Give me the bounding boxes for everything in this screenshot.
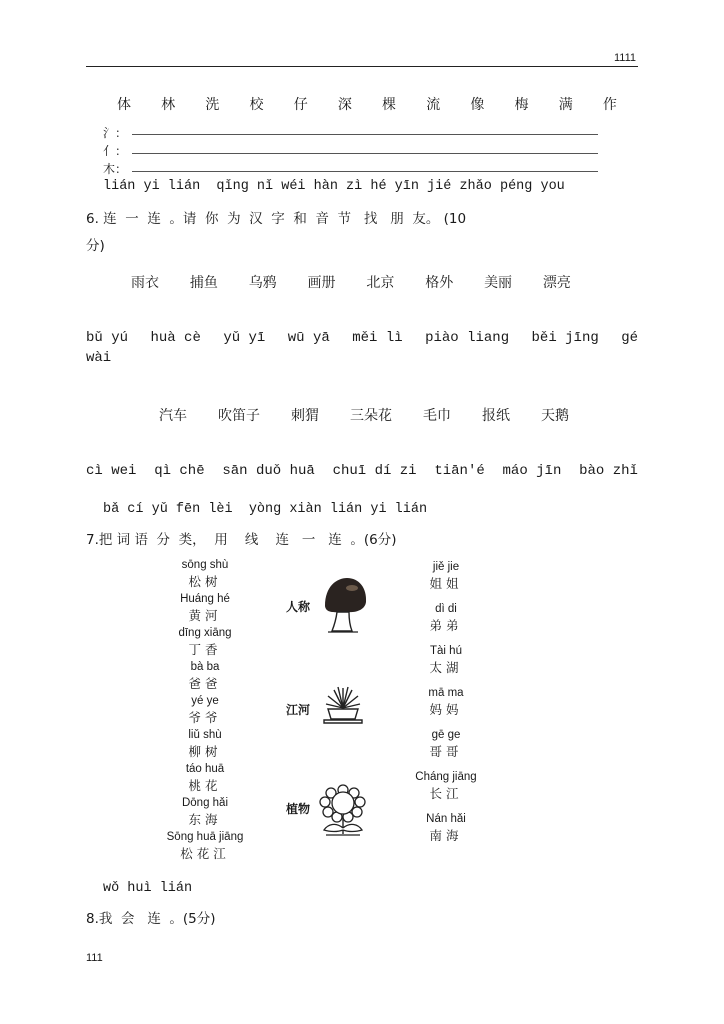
ex7-right-item[interactable] — [400, 686, 492, 728]
hanzi: 桃花 — [188, 778, 222, 793]
ex6-word: 漂亮 — [542, 275, 571, 291]
pinyin: sōng shù — [181, 559, 229, 571]
ex6-pinyin: piào liang — [425, 330, 510, 346]
pinyin: bà ba — [190, 661, 220, 673]
ex7-left-item[interactable] — [150, 762, 260, 796]
ex5-char: 作 — [602, 97, 617, 113]
ex7-category-plants[interactable]: 植物 — [286, 802, 311, 816]
pinyin: gē ge — [431, 729, 461, 741]
footer-page-number: 111 — [86, 952, 103, 964]
ex6-word: 捕鱼 — [189, 275, 218, 291]
ex7-right-item[interactable] — [400, 560, 492, 602]
ex7-left-item[interactable] — [150, 694, 260, 728]
ex7-pinyin-title: bǎ cí yǔ fēn lèi yòng xiàn lián yi lián — [103, 502, 428, 517]
ex5-answer-line[interactable] — [132, 153, 598, 154]
hanzi: 长江 — [429, 786, 463, 801]
ex6-pinyin-row-1 — [86, 330, 638, 346]
pinyin: Tài hú — [430, 645, 462, 657]
ex5-char: 仔 — [293, 97, 308, 113]
ex6-pinyin: yǔ yī — [223, 330, 266, 346]
ex5-char-row — [117, 94, 617, 114]
ex6-word: 三朵花 — [350, 408, 392, 424]
ex7-right-column — [400, 560, 492, 854]
ex6-title-cont: 分) — [86, 238, 105, 254]
potted-plant-icon — [320, 684, 366, 726]
ex5-answer-line[interactable] — [132, 134, 598, 135]
ex5-char: 流 — [426, 97, 441, 113]
header-rule — [86, 66, 638, 67]
ex5-radical-label: 氵： — [103, 126, 128, 140]
ex6-word: 格外 — [425, 275, 454, 291]
ex5-char: 校 — [249, 97, 264, 113]
ex7-right-item[interactable] — [400, 812, 492, 854]
ex6-pinyin: huà cè — [150, 330, 201, 346]
ex6-pinyin: běi jīng — [531, 330, 599, 346]
ex7-left-item[interactable] — [150, 592, 260, 626]
ex7-title: 7.把 词 语 分 类， 用 线 连 一 连 。(6分) — [86, 532, 397, 548]
ex6-word: 乌鸦 — [248, 275, 277, 291]
ex5-char: 深 — [337, 97, 352, 113]
header-page-number: 1111 — [614, 52, 637, 64]
pinyin: dì di — [435, 603, 457, 615]
mushroom-icon — [322, 576, 368, 634]
ex5-char: 体 — [117, 97, 131, 113]
ex5-radical-label: 亻： — [103, 144, 128, 158]
ex7-right-item[interactable] — [400, 770, 492, 812]
ex7-category-people[interactable]: 人称 — [286, 600, 311, 614]
ex7-left-column — [150, 558, 260, 864]
hanzi: 松树 — [188, 574, 222, 589]
pinyin: Cháng jiāng — [415, 771, 477, 783]
ex6-word: 美丽 — [484, 275, 513, 291]
ex7-right-item[interactable] — [400, 602, 492, 644]
ex5-char: 满 — [558, 97, 573, 113]
ex7-left-item[interactable] — [150, 728, 260, 762]
ex6-word: 画册 — [307, 275, 336, 291]
ex6-pinyin: sān duǒ huā — [222, 463, 315, 479]
hanzi: 东海 — [188, 812, 222, 827]
ex6-pinyin: tiān'é — [434, 463, 485, 479]
pinyin: dīng xiāng — [178, 627, 232, 639]
ex7-left-item[interactable] — [150, 830, 260, 864]
hanzi: 太湖 — [429, 660, 463, 675]
hanzi: 弟弟 — [429, 618, 463, 633]
ex7-right-item[interactable] — [400, 728, 492, 770]
ex6-pinyin-row-2 — [86, 463, 638, 479]
ex6-word: 刺猬 — [291, 408, 319, 424]
ex7-left-item[interactable] — [150, 660, 260, 694]
ex6-word-row-2 — [159, 405, 569, 425]
ex8-pinyin-title: wǒ huì lián — [103, 881, 193, 896]
ex7-left-item[interactable] — [150, 626, 260, 660]
ex6-word: 毛巾 — [423, 408, 451, 424]
ex7-left-item[interactable] — [150, 796, 260, 830]
ex8-title: 8.我 会 连 。(5分) — [86, 911, 216, 927]
hanzi: 爷爷 — [188, 710, 222, 725]
pinyin: jiě jie — [432, 561, 460, 573]
ex6-pinyin: chuī dí zi — [332, 463, 417, 479]
pinyin: Huáng hé — [180, 593, 230, 605]
hanzi: 松花江 — [180, 846, 230, 861]
pinyin: táo huā — [185, 763, 225, 775]
ex6-word: 报纸 — [482, 408, 510, 424]
ex6-pinyin: bào zhǐ — [579, 463, 638, 479]
ex6-title: 6. 连 一 连 。请 你 为 汉 字 和 音 节 找 朋 友。 (10 — [86, 211, 467, 227]
ex5-char: 棵 — [382, 97, 397, 113]
ex6-pinyin: qì chē — [154, 463, 205, 479]
ex6-pinyin: wū yā — [287, 330, 330, 346]
pinyin: liǔ shù — [188, 729, 222, 741]
ex6-pinyin: bǔ yú — [86, 330, 129, 346]
sunflower-icon — [318, 784, 368, 838]
hanzi: 丁香 — [188, 642, 222, 657]
ex6-word: 吹笛子 — [218, 408, 260, 424]
ex7-category-rivers[interactable]: 江河 — [286, 703, 311, 717]
hanzi: 妈妈 — [429, 702, 463, 717]
pinyin: Sōng huā jiāng — [166, 831, 244, 843]
ex6-pinyin: gé — [621, 330, 638, 346]
ex6-word: 汽车 — [159, 408, 187, 424]
hanzi: 柳树 — [188, 744, 222, 759]
hanzi: 姐姐 — [429, 576, 463, 591]
pinyin: Dōng hǎi — [181, 797, 229, 809]
hanzi: 南海 — [429, 828, 463, 843]
ex6-pinyin: cì wei — [86, 463, 137, 479]
ex5-char: 林 — [161, 97, 176, 113]
hanzi: 黄河 — [188, 608, 222, 623]
hanzi: 爸爸 — [188, 676, 222, 691]
pinyin: Nán hǎi — [426, 813, 466, 825]
ex7-right-item[interactable] — [400, 644, 492, 686]
ex6-word-row-1 — [131, 272, 571, 292]
ex6-word: 雨衣 — [131, 275, 159, 291]
ex6-word: 天鹅 — [541, 408, 569, 424]
ex7-left-item[interactable] — [150, 558, 260, 592]
ex6-pinyin-wrap: wài — [86, 350, 112, 366]
ex6-pinyin-title: lián yi lián qǐng nǐ wéi hàn zì hé yīn jié zhǎo péng you — [103, 179, 565, 194]
ex5-char: 洗 — [205, 97, 220, 113]
ex6-pinyin: měi lì — [352, 330, 403, 346]
pinyin: mā ma — [428, 687, 464, 699]
ex5-radical-label: 木： — [103, 162, 128, 176]
ex5-answer-line[interactable] — [132, 171, 598, 172]
pinyin: yé ye — [191, 695, 219, 707]
ex5-char: 像 — [470, 97, 485, 113]
ex6-word: 北京 — [366, 275, 395, 291]
hanzi: 哥哥 — [429, 744, 463, 759]
ex5-char: 梅 — [514, 97, 529, 113]
ex6-pinyin: máo jīn — [502, 463, 562, 479]
